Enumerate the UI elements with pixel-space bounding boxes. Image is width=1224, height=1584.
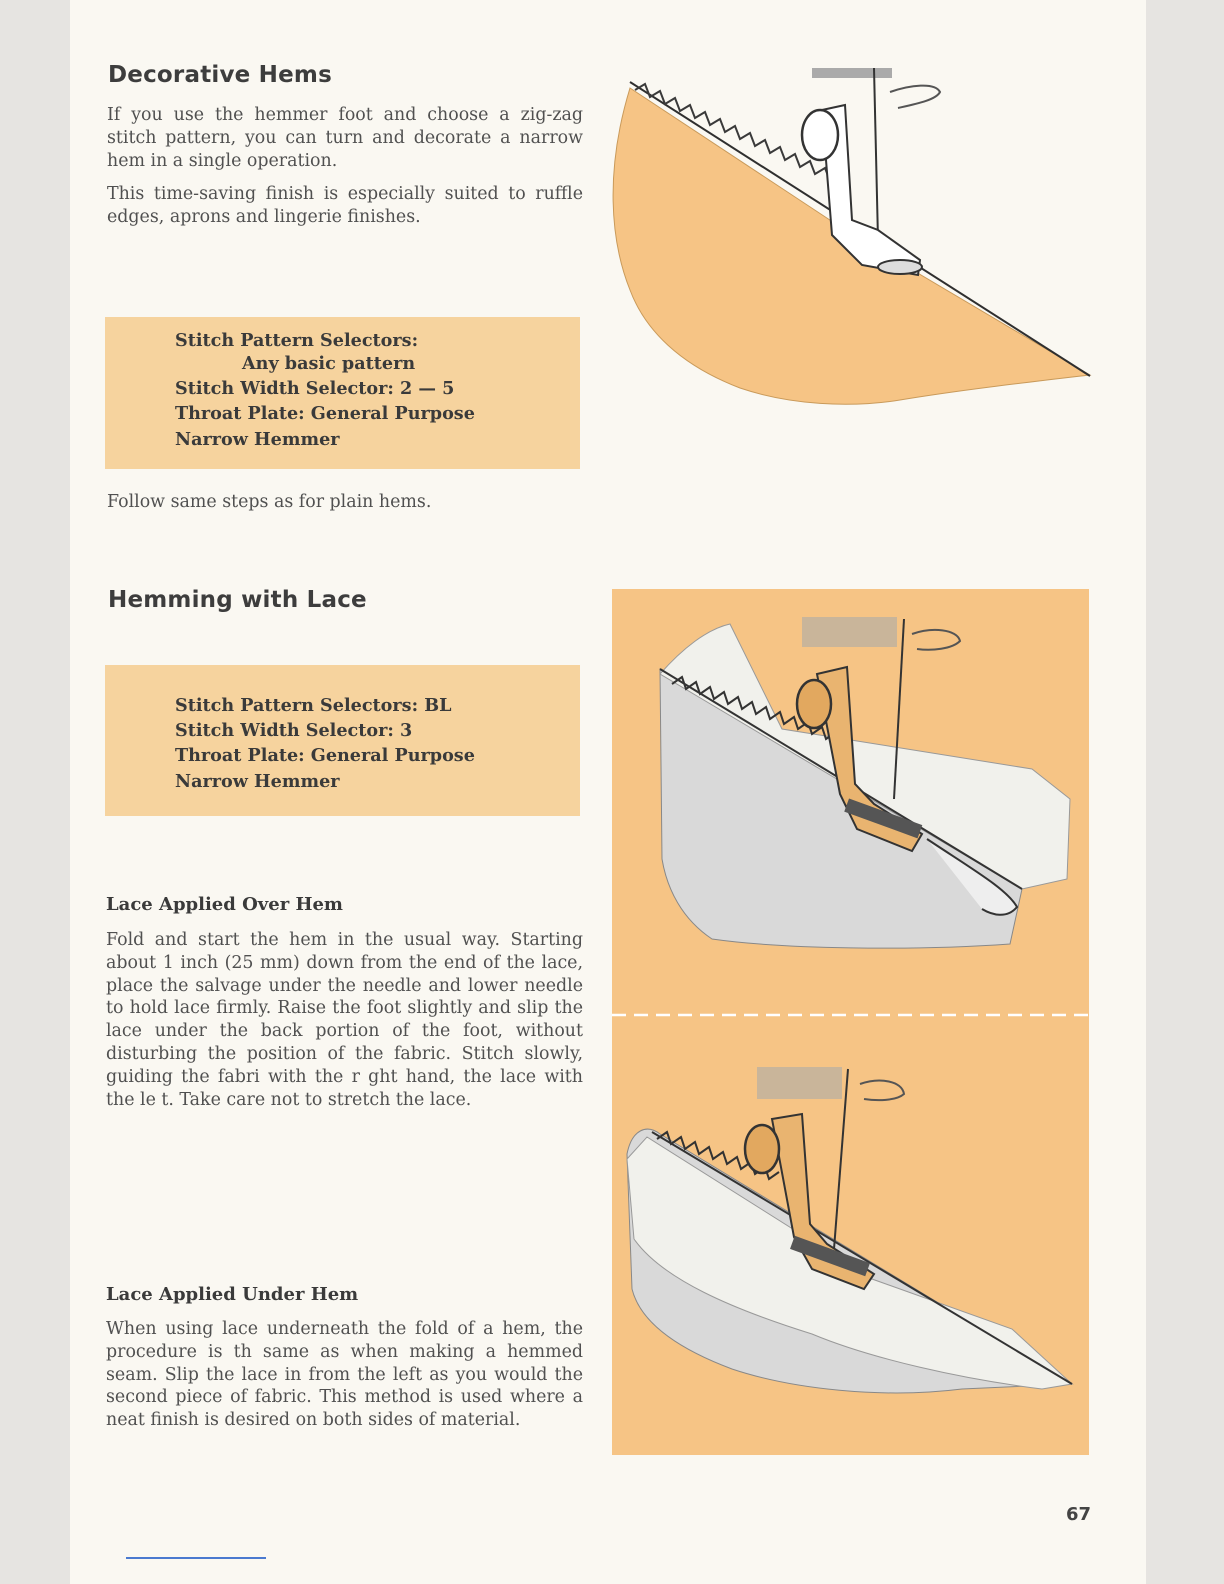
decorative-hems-suited: This time-saving finish is especially suited to ruffle edges, aprons and lingerie finishes.: [107, 184, 583, 227]
follow-steps-note: Follow same steps as for plain hems.: [107, 492, 432, 512]
hemming-with-lace-heading: Hemming with Lace: [108, 587, 367, 613]
page-number: 67: [1066, 1504, 1092, 1525]
settings-hemmer: Narrow Hemmer: [175, 771, 340, 792]
decorative-hems-intro: If you use the hemmer foot and choose a zig-zag stitch pattern, you can turn and decorate a narrow hem in a single operation.: [107, 105, 583, 171]
decorative-hems-heading: Decorative Hems: [108, 62, 332, 88]
lace-hem-illustrations: [612, 589, 1089, 1455]
lace-under-hem-heading: Lace Applied Under Hem: [106, 1284, 359, 1305]
lace-over-hem-text: Fold and start the hem in the usual way. Starting about 1 inch (25 mm) down from the end of the lace, place the salvage under the needle and lower needle to hold lace firmly. Raise the foot slightly and slip the lace under the back portion of the foot, without disturbing the position of the fabric. Stitch slowly, guiding the fabri with the r ght hand, the lace with the le t. Take care not to stretch the lace.: [106, 930, 583, 1110]
settings-pattern-label: Stitch Pattern Selectors:: [175, 330, 419, 351]
decorative-hems-settings-box: [105, 317, 580, 469]
lace-under-hem-text: When using lace underneath the fold of a hem, the procedure is th same as when making a hemmed seam. Slip the lace in from the left as you would the second piece of fabric. This method is used where a neat finish is desired on both sides of material.: [106, 1319, 583, 1431]
settings-width: Stitch Width Selector: 2 — 5: [175, 378, 455, 399]
hemming-lace-settings-box: [105, 665, 580, 816]
settings-pattern: Stitch Pattern Selectors: BL: [175, 695, 452, 716]
footer-rule: [126, 1557, 266, 1559]
settings-pattern-value: Any basic pattern: [242, 353, 416, 374]
settings-throat-plate: Throat Plate: General Purpose: [175, 403, 475, 424]
settings-throat-plate: Throat Plate: General Purpose: [175, 745, 475, 766]
lace-over-hem-heading: Lace Applied Over Hem: [106, 894, 343, 915]
decorative-hem-illustration: [600, 60, 1100, 410]
settings-width: Stitch Width Selector: 3: [175, 720, 413, 741]
settings-hemmer: Narrow Hemmer: [175, 429, 340, 450]
